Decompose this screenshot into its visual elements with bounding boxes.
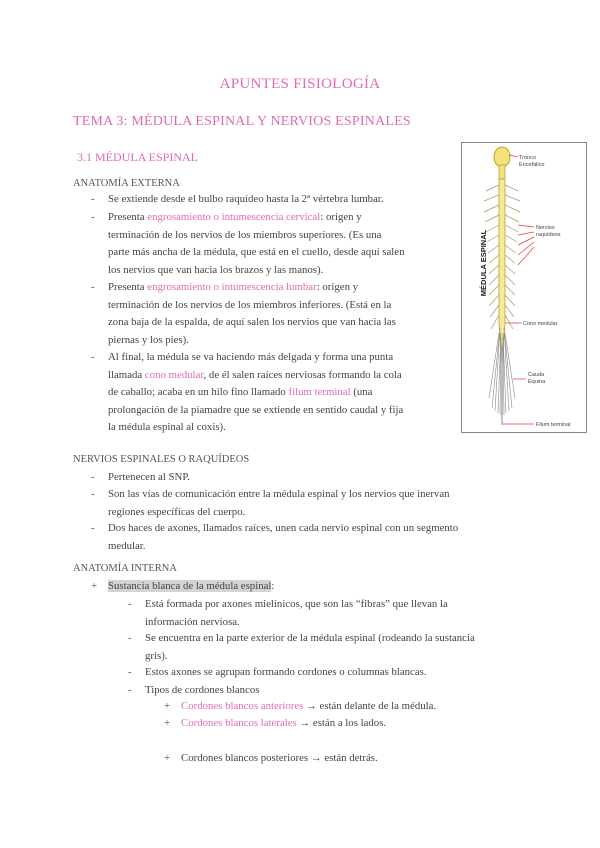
ext-bullet-3: Presenta engrosamiento o intumescencia lumbar: origen y terminación de los nervios de los miembros inferiores. (Está en la zona baja de la espalda, de aquí salen los nervios que van hacia las piernas y los pies). — [108, 281, 396, 346]
label-cauda: Cauda — [528, 372, 545, 378]
label-encefalico: Encefálico — [519, 162, 545, 168]
page-title: APUNTES FISIOLOGÍA — [219, 76, 381, 92]
bullet-dash: - — [91, 488, 95, 500]
ext-bullet-2: Presenta engrosamiento o intumescencia cervical: origen y terminación de los nervios de los miembros superiores. (Es una parte más ancha de la médula, que está en el cuello, desde aquí salen los nervios que van hacia los brazos y las manos). — [108, 211, 405, 276]
ext-bullet-1: Se extiende desde el bulbo raquídeo hasta la 2ª vértebra lumbar. — [108, 193, 384, 205]
interna-sub-3: Estos axones se agrupan formando cordones o columnas blancas. — [145, 666, 427, 678]
section-heading: 3.1 MÉDULA ESPINAL — [77, 150, 199, 164]
cordones-posteriores: Cordones blancos posteriores → están detrás. — [181, 752, 378, 764]
bullet-plus: + — [164, 717, 171, 729]
ext-bullet-4: Al final, la médula se va haciendo más delgada y forma una punta llamada cono medular, de él salen raíces nerviosas formando la cola de caballo; acaba en un hilo fino llamado filum terminal (una prolongación de la piamadre que se extiende en sentido caudal y fija la médula espinal al coxis). — [108, 351, 404, 433]
nervios-bullet-3: Dos haces de axones, llamados raíces, unen cada nervio espinal con un segmento medular. — [108, 522, 459, 552]
bullet-plus: + — [91, 580, 98, 592]
interna-main-item: Sustancia blanca de la médula espinal: — [108, 580, 275, 592]
bullet-plus: + — [164, 700, 171, 712]
interna-sub-4: Tipos de cordones blancos — [145, 684, 260, 696]
bullet-dash: - — [91, 281, 95, 293]
label-cono: Cono medular — [523, 321, 558, 327]
topic-heading: TEMA 3: MÉDULA ESPINAL Y NERVIOS ESPINALES — [73, 114, 411, 129]
interna-sub-1: Está formada por axones mielínicos, que son las “fibras” que llevan la información nerviosa. — [145, 598, 448, 628]
bullet-dash: - — [91, 522, 95, 534]
nervios-bullet-1: Pertenecen al SNP. — [108, 471, 190, 483]
spinal-cord-drawing — [462, 143, 586, 432]
bullet-dash: - — [91, 351, 95, 363]
anatomia-externa-heading: ANATOMÍA EXTERNA — [73, 178, 180, 189]
bullet-dash: - — [128, 684, 132, 696]
bullet-plus: + — [164, 752, 171, 764]
anatomia-interna-heading: ANATOMÍA INTERNA — [73, 563, 177, 574]
bullet-dash: - — [91, 193, 95, 205]
cordones-anteriores: Cordones blancos anteriores → están delante de la médula. — [181, 700, 437, 712]
bullet-dash: - — [128, 598, 132, 610]
nervios-bullet-2: Son las vías de comunicación entre la médula espinal y los nervios que inervan regiones específicas del cuerpo. — [108, 488, 450, 518]
label-raquideos: raquídeos — [536, 232, 561, 238]
nervios-heading: NERVIOS ESPINALES O RAQUÍDEOS — [73, 454, 250, 465]
spinal-cord-figure — [461, 142, 587, 433]
bullet-dash: - — [128, 666, 132, 678]
label-filum: Filum terminal — [536, 422, 571, 428]
bullet-dash: - — [91, 211, 95, 223]
label-nervios: Nervios — [536, 225, 555, 231]
bullet-dash: - — [128, 632, 132, 644]
interna-sub-2: Se encuentra en la parte exterior de la médula espinal (rodeando la sustancia gris). — [145, 632, 475, 662]
cordones-laterales: Cordones blancos laterales → están a los lados. — [181, 717, 387, 729]
label-equina: Equina — [528, 379, 546, 385]
bullet-dash: - — [91, 471, 95, 483]
figure-vertical-label: MÉDULA ESPINAL — [479, 229, 488, 297]
label-tronco: Tronco — [519, 155, 536, 161]
